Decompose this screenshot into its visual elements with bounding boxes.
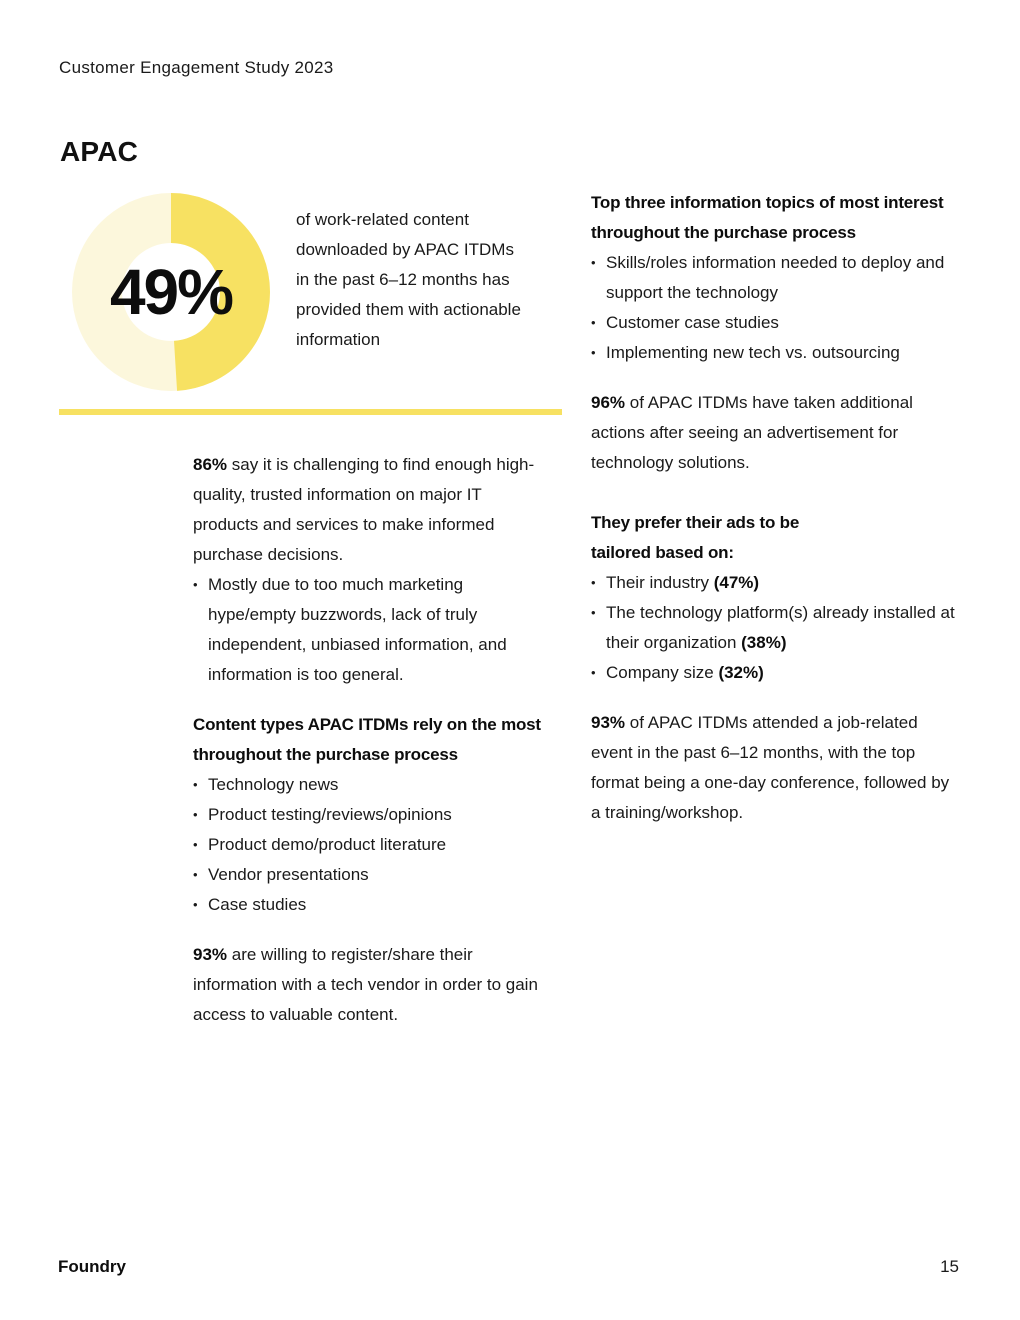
ads-action-paragraph: [591, 388, 961, 478]
ad-preferences-list: [591, 568, 961, 688]
bullet-icon: •: [193, 777, 198, 792]
list-item-text: Implementing new tech vs. outsourcing: [606, 343, 900, 362]
list-item-text: Company size: [606, 663, 719, 682]
bullet-icon: •: [591, 345, 596, 360]
ad-preferences-heading: They prefer their ads to be tailored based on:: [591, 513, 800, 562]
left-block-register: [193, 940, 543, 1030]
content-types-heading: Content types APAC ITDMs rely on the most throughout the purchase process: [193, 715, 541, 764]
list-item-text: Product demo/product literature: [208, 835, 447, 854]
list-item: [193, 860, 543, 890]
list-item: [193, 800, 543, 830]
hero-stat-caption: of work-related content downloaded by APAC ITDMs in the past 6–12 months has provided them with actionable information: [296, 210, 521, 349]
challenge-bullets: [193, 570, 543, 690]
bullet-icon: •: [591, 605, 596, 620]
register-paragraph: [193, 940, 543, 1030]
list-item: [591, 658, 961, 688]
challenge-stat: 86%: [193, 455, 228, 474]
content-types-list: [193, 770, 543, 920]
bullet-icon: •: [193, 867, 198, 882]
list-item: [591, 308, 961, 338]
ads-action-text: of APAC ITDMs have taken additional actions after seeing an advertisement for technology solutions.: [591, 393, 913, 472]
list-item-value: (47%): [713, 573, 760, 592]
right-block-ad-preferences: [591, 508, 961, 688]
bullet-icon: •: [591, 315, 596, 330]
list-item-text: Product testing/reviews/opinions: [208, 805, 452, 824]
bullet-icon: •: [193, 577, 198, 592]
events-stat: 93%: [591, 713, 626, 732]
list-item-text: Mostly due to too much marketing hype/empty buzzwords, lack of truly independent, unbiased information, and information is too general.: [208, 575, 507, 684]
list-item: [193, 890, 543, 920]
register-text: are willing to register/share their information with a tech vendor in order to gain access to valuable content.: [193, 945, 538, 1024]
bullet-icon: •: [193, 897, 198, 912]
list-item-text: Technology news: [208, 775, 339, 794]
topics-heading: Top three information topics of most interest throughout the purchase process: [591, 193, 944, 242]
section-title: APAC: [60, 136, 139, 167]
list-item-text: Their industry: [606, 573, 714, 592]
page-number: 15: [940, 1257, 959, 1276]
events-text: of APAC ITDMs attended a job-related event in the past 6–12 months, with the top format being a one-day conference, followed by a training/workshop.: [591, 713, 950, 822]
bullet-icon: •: [591, 255, 596, 270]
section-divider: [59, 409, 562, 415]
list-item-value: (32%): [718, 663, 764, 682]
list-item-text: Vendor presentations: [208, 865, 369, 884]
hero-stat-value: 49%: [109, 256, 233, 328]
list-item-value: (38%): [741, 633, 787, 652]
ads-action-stat: 96%: [591, 393, 626, 412]
bullet-icon: •: [591, 665, 596, 680]
list-item-text: Case studies: [208, 895, 307, 914]
bullet-icon: •: [193, 837, 198, 852]
list-item-text: Customer case studies: [606, 313, 779, 332]
right-block-ads-action: [591, 388, 961, 478]
list-item-text: The technology platform(s) already installed at their organization: [606, 603, 955, 652]
list-item: [591, 598, 961, 658]
challenge-text: say it is challenging to find enough high-quality, trusted information on major IT products and services to make informed purchase decisions.: [193, 455, 535, 564]
right-block-topics: [591, 188, 961, 368]
topics-list: [591, 248, 961, 368]
bullet-icon: •: [193, 807, 198, 822]
list-item: [591, 338, 961, 368]
events-paragraph: [591, 708, 961, 828]
list-item: [591, 248, 961, 308]
left-block-challenge: [193, 450, 543, 690]
left-block-content-types: [193, 710, 543, 920]
report-title: Customer Engagement Study 2023: [59, 58, 334, 77]
challenge-paragraph: [193, 450, 543, 570]
list-item: [591, 568, 961, 598]
list-item: [193, 770, 543, 800]
list-item: [193, 830, 543, 860]
brand-logo-text: Foundry: [58, 1257, 126, 1276]
right-block-events: [591, 708, 961, 828]
list-item: [193, 570, 543, 690]
bullet-icon: •: [591, 575, 596, 590]
register-stat: 93%: [193, 945, 228, 964]
list-item-text: Skills/roles information needed to deploy and support the technology: [606, 253, 945, 302]
